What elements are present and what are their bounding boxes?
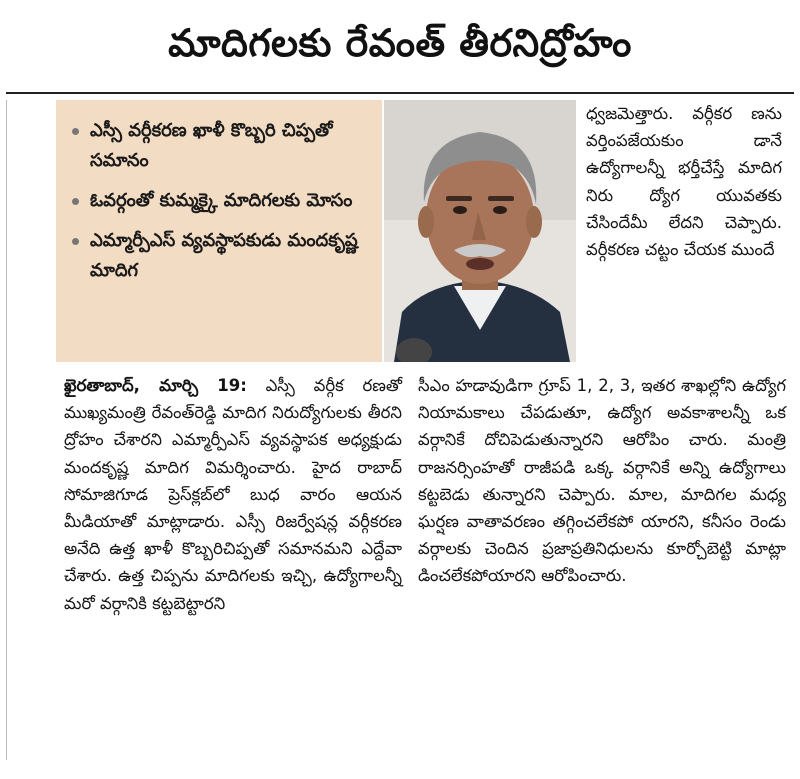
bullet-icon [72,238,79,245]
dateline: ఖైరతాబాద్, మార్చి 19: [64,376,247,395]
article-column-left [64,372,402,617]
highlight-item [72,186,372,216]
highlight-item [72,116,372,176]
article-column-right: సీఎం హడావుడిగా గ్రూప్ 1, 2, 3, ఇతర శాఖల్లోని ఉద్యోగ నియామకాలు చేపడుతూ, ఉద్యోగ అవకాశాలన్నీ ఒక వర్గానికే దోచిపెడుతున్నారని ఆరోపిం చారు. మంత్రి రాజనర్సింహతో రాజీపడి ఒక్క వర్గానికే అన్ని ఉద్యోగాలు కట్టబెడు తున్నారని చెప్పారు. మాల, మాదిగల మధ్య ఘర్షణ వాతావరణం తగ్గించలేకపో యారని, కనీసం రెండు వర్గాలకు చెందిన ప్రజాప్రతినిధులను కూర్చోబెట్టి మాట్లా డించలేకపోయారని ఆరోపించారు. [418,376,786,586]
portrait-illustration [384,100,576,362]
highlight-text: ఓవర్గంతో కుమ్మక్కై మాదిగలకు మోసం [90,190,353,211]
highlight-text: ఎస్సీ వర్గీకరణ ఖాళీ కొబ్బరి చిప్పతో సమానం [90,120,333,171]
left-frame-line [6,100,7,760]
highlights-list [56,100,382,286]
headline: మాదిగలకు రేవంత్ తీరనిద్రోహం [168,21,632,65]
article-column-right-top: ధ్వజమెత్తారు. వర్గీకర ణను వర్తింపజేయకుం డానే ఉద్యోగాలన్నీ భర్తీచేస్తే మాదిగ నిరు ద్యోగ యువతకు చేసిందేమీ లేదని చెప్పారు. వర్గీకరణ చట్టం చేయక ముందే [586,104,782,260]
portrait-photo [384,100,576,362]
article-body-left: ఎస్సీ వర్గీక రణతో ముఖ్యమంత్రి రేవంత్‌రెడ్డి మాదిగ నిరుద్యోగులకు తీరని ద్రోహం చేశారని ఎమ్మార్పీఎస్ వ్యవస్థాపక అధ్యక్షుడు మందకృష్ణ మాదిగ విమర్శించారు. హైద రాబాద్ సోమాజిగూడ ప్రెస్‌క్లబ్‌లో బుధ వారం ఆయన మీడియాతో మాట్లాడారు. ఎస్సీ రిజర్వేషన్ల వర్గీకరణ అనేది ఉత్త ఖాళీ కొబ్బరిచిప్పతో సమానమని ఎద్దేవా చేశారు. ఉత్త చిప్పను మాదిగలకు ఇచ్చి, ఉద్యోగాలన్నీ మరో వర్గానికి కట్టబెట్టారని [64,376,402,613]
highlight-text: ఎమ్మార్పీఎస్ వ్యవస్థాపకుడు మందకృష్ణ మాదిగ [90,230,358,281]
highlight-item [72,226,372,286]
bullet-icon [72,128,79,135]
bullet-icon [72,198,79,205]
headline-divider [6,92,794,94]
highlights-box [56,100,382,362]
